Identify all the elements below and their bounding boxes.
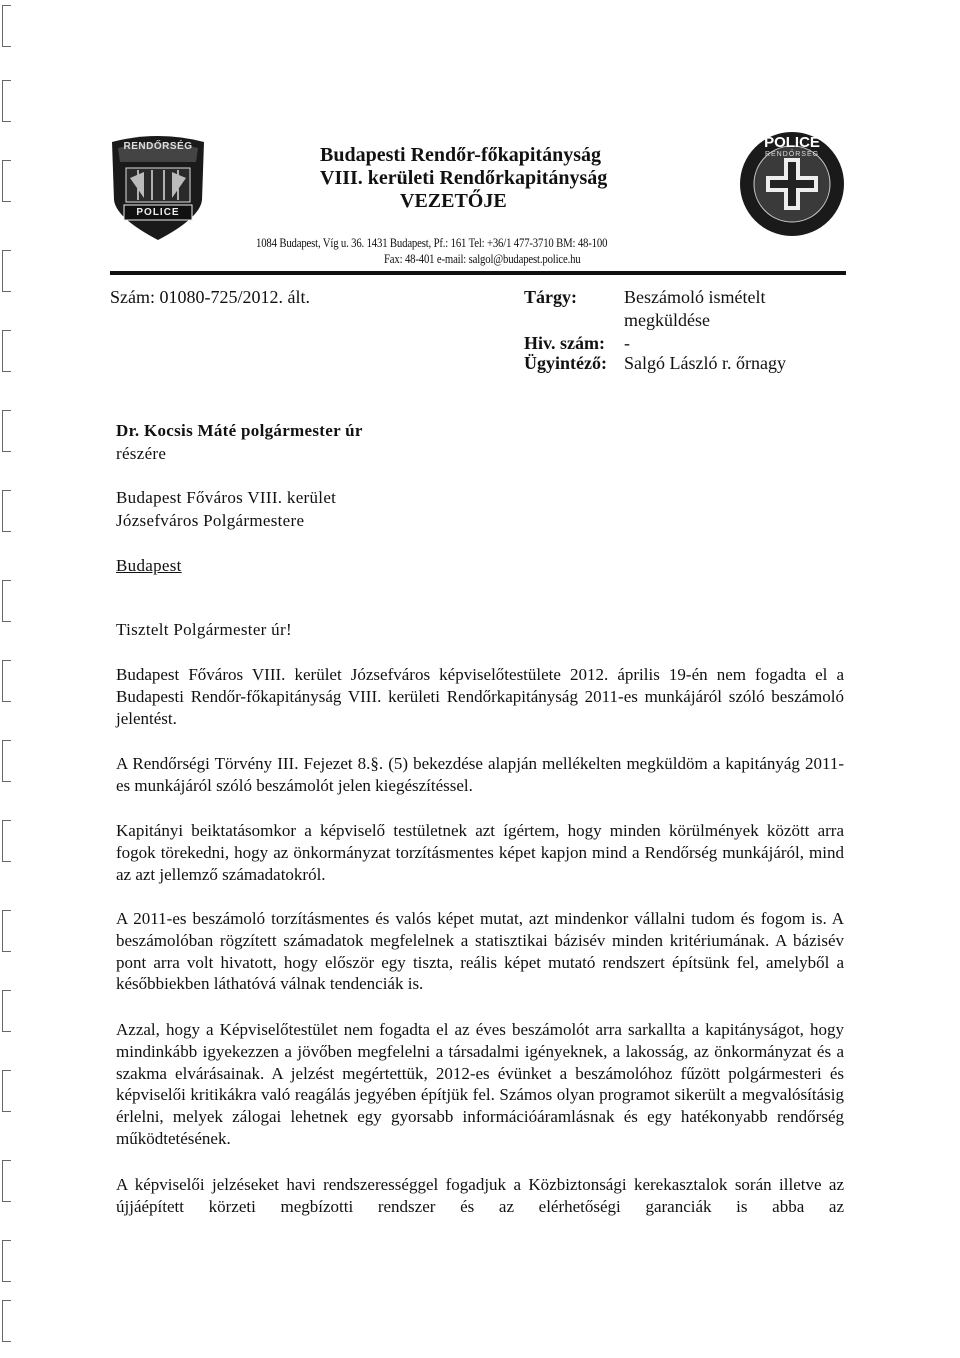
scan-mark — [2, 80, 11, 122]
scan-mark — [2, 1240, 11, 1282]
case-officer-label: Ügyintéző: — [524, 353, 607, 373]
scan-mark — [2, 250, 11, 292]
file-number-value: 01080-725/2012. ált. — [159, 287, 310, 307]
paragraph-6: A képviselői jelzéseket havi rendszerességgel fogadjuk a Közbiztonsági kerekasztalok során illetve az újjáépített körzeti megbízotti rendszer és az elérhetőségi garanciák is abba az — [116, 1175, 844, 1216]
file-number — [110, 286, 310, 308]
paragraph-1: Budapest Főváros VIII. kerület Józsefváros képviselőtestülete 2012. április 19-én nem fogadta el a Budapesti Rendőr-főkapitányság VIII. kerületi Rendőrkapitányság 2011-es munkájáról szóló beszámoló jelentést. — [116, 665, 844, 728]
paragraph-2: A Rendőrségi Törvény III. Fejezet 8.§. (5) bekezdése alapján mellékelten megküldöm a kapitányág 2011-es munkájáról szóló beszámolót jelen kiegészítéssel. — [116, 754, 844, 795]
left-emblem-bottom-text: POLICE — [136, 207, 180, 218]
scan-mark — [2, 160, 11, 202]
scan-mark — [2, 910, 11, 952]
right-emblem-ring-text: RENDŐRSÉG — [764, 151, 820, 158]
case-officer-value: Salgó László r. őrnagy — [624, 353, 786, 373]
addressee-name: Dr. Kocsis Máté polgármester úr — [116, 421, 363, 440]
addressee-city: Budapest — [116, 556, 182, 575]
salutation: Tisztelt Polgármester úr! — [116, 620, 292, 639]
contact-line-2: Fax: 48-401 e-mail: salgol@budapest.police.hu — [384, 252, 581, 266]
left-emblem-top-text: RENDŐRSÉG — [123, 141, 193, 152]
scan-mark — [2, 660, 11, 702]
scan-mark — [2, 1300, 11, 1342]
subject-label: Tárgy: — [524, 287, 577, 307]
subject-value-line-2: megküldése — [624, 310, 710, 330]
file-number-label: Szám: — [110, 287, 155, 307]
scan-mark — [2, 5, 11, 47]
org-name-line-3: VEZETŐJE — [400, 190, 507, 212]
police-seal-logo — [738, 130, 846, 238]
scan-mark — [2, 490, 11, 532]
reference-value: - — [624, 333, 630, 353]
right-emblem-top-text: POLICE — [764, 134, 820, 151]
contact-line-1: 1084 Budapest, Víg u. 36. 1431 Budapest, Pf.: 161 Tel: +36/1 477-3710 BM: 48-100 — [256, 236, 608, 250]
scan-mark — [2, 1160, 11, 1202]
paragraph-4: A 2011-es beszámoló torzításmentes és valós képet mutat, azt mindenkor vállalni tudom és fogom is. A beszámolóban rögzített számadatok megfelelnek a statisztikai bázisév minden kritériumának. A bázisév pont arra volt hivatott, hogy először egy tiszta, reális képet mutató rendszert építsünk fel, amelyből a későbbiekben láthatóvá válnak tendenciák is. — [116, 909, 844, 994]
addressee-line-4: Józsefváros Polgármestere — [116, 511, 305, 530]
org-name-line-1: Budapesti Rendőr-főkapitányság — [320, 144, 601, 166]
paragraph-5: Azzal, hogy a Képviselőtestület nem fogadta el az éves beszámolót arra sarkallta a kapitányságot, hogy mindinkább igyekezzen a jövőben megfelelni a társadalmi igényeknek, a lakosság, az önkormányzat és a szakma elvárásainak. A jelzést megértettük, 2012-es évünket a beszámolóhoz fűzött polgármesteri és képviselői kritikákra való reagálás jegyében építjük fel. Számos olyan programot sikerült a megvalósításig érlelni, melyek zálogai lehetnek egy gyorsabb információáramlásnak és egy hatékonyabb rendőrség működtetésének. — [116, 1020, 844, 1148]
scan-mark — [2, 740, 11, 782]
reference-label: Hiv. szám: — [524, 333, 605, 353]
police-shield-logo — [108, 132, 208, 242]
scan-edge-marks — [0, 0, 12, 1358]
addressee-line-2: részére — [116, 444, 167, 463]
addressee-line-3: Budapest Főváros VIII. kerület — [116, 488, 337, 507]
header-divider — [110, 271, 846, 275]
scan-mark — [2, 410, 11, 452]
subject-value-line-1: Beszámoló ismételt — [624, 287, 766, 307]
paragraph-3: Kapitányi beiktatásomkor a képviselő testületnek azt ígértem, hogy minden körülmények között arra fogok törekedni, hogy az önkormányzat torzításmentes képet kapjon mind a Rendőrség munkájáról, mind az azt jellemző számadatokról. — [116, 821, 844, 884]
org-name-line-2: VIII. kerületi Rendőrkapitányság — [320, 167, 608, 189]
scan-mark — [2, 990, 11, 1032]
scan-mark — [2, 580, 11, 622]
scan-mark — [2, 820, 11, 862]
scan-mark — [2, 1070, 11, 1112]
scan-mark — [2, 330, 11, 372]
